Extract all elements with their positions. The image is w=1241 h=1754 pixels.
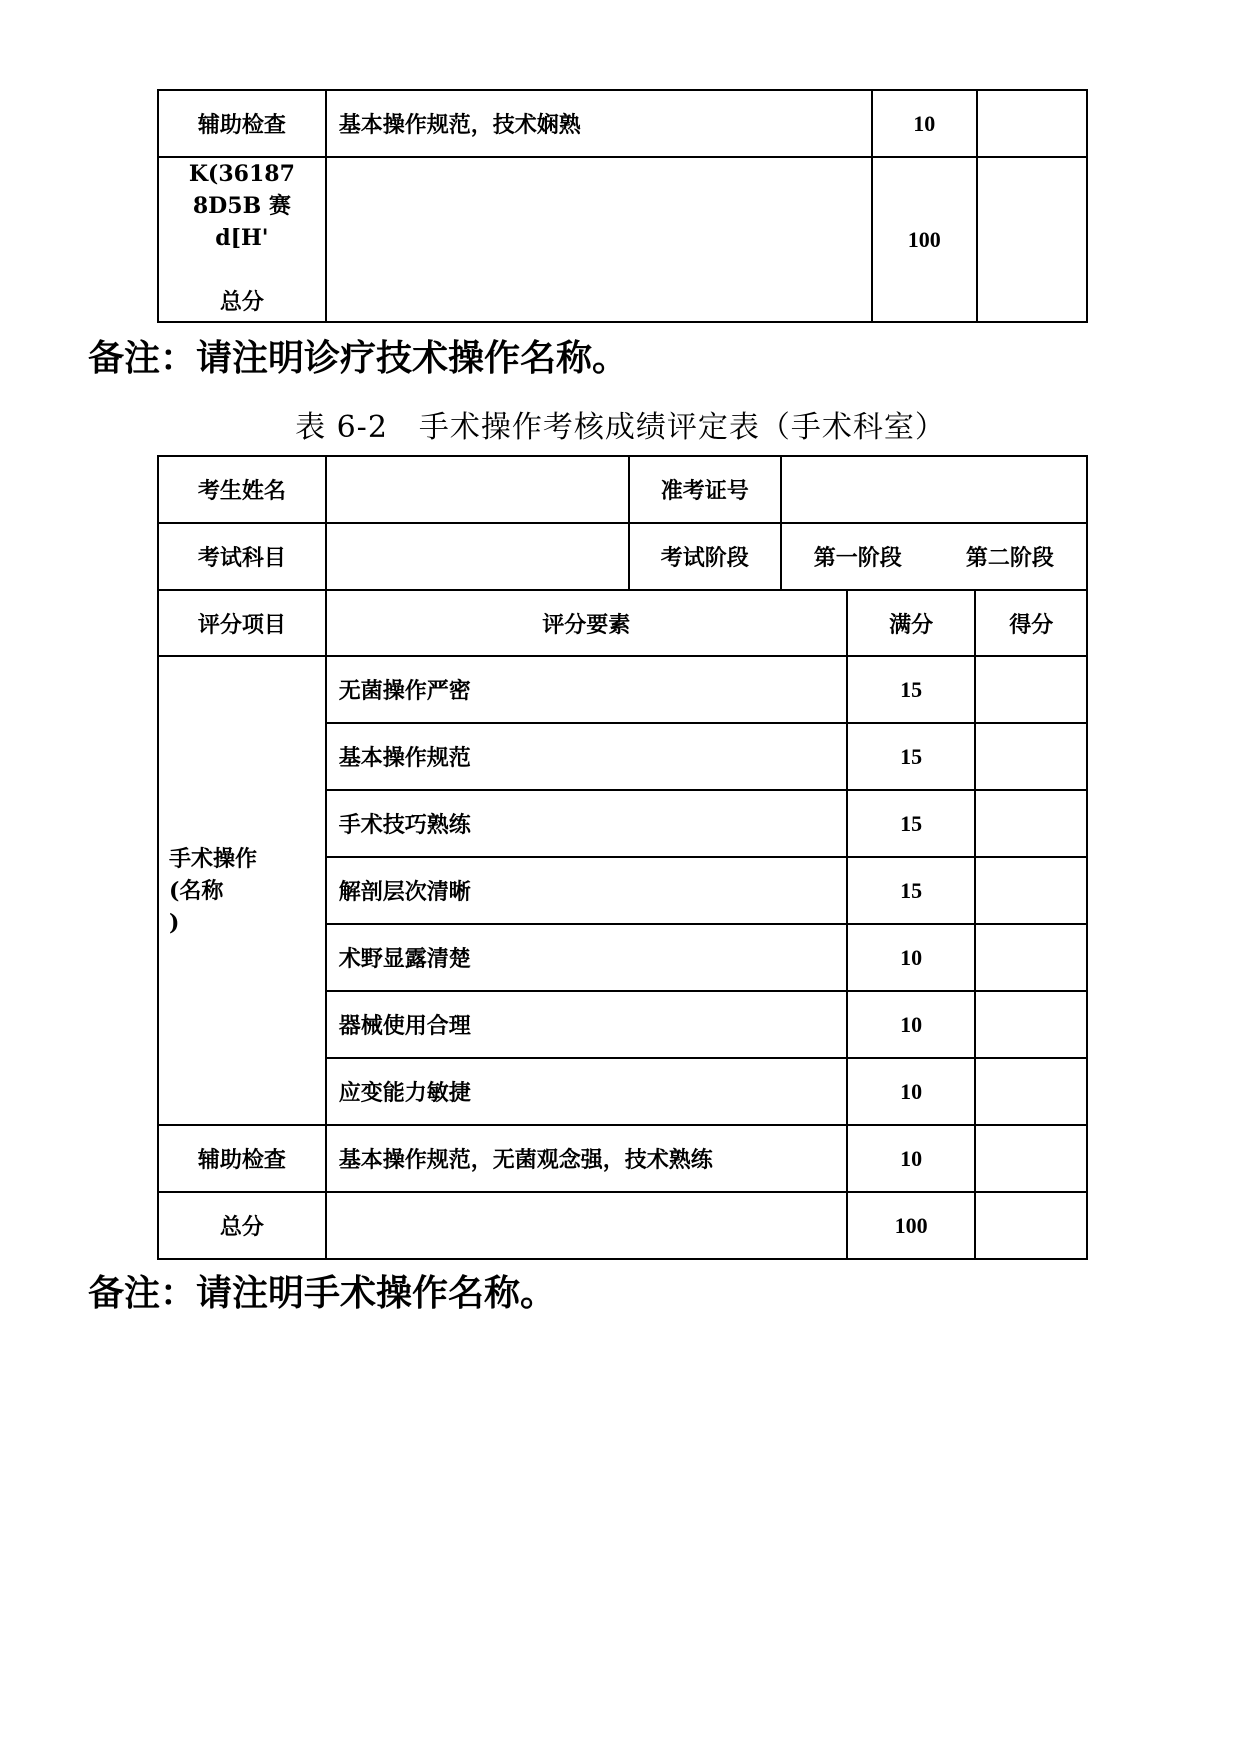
item-line: 手术操作 [169,845,258,872]
exam-subject-label: 考试科目 [158,523,326,590]
table-row [158,90,1087,157]
full-score-cell: 15 [847,656,976,723]
table-row [158,1125,1087,1192]
column-header-label: 评分要素 [542,611,631,638]
criteria-cell: 应变能力敏捷 [326,1058,847,1125]
stage-one-option[interactable]: 第一阶段 [813,545,902,571]
exam-subject-field[interactable] [326,523,629,590]
score-input-cell[interactable] [975,924,1087,991]
criteria-cell: 术野显露清楚 [326,924,847,991]
table-row [158,1192,1087,1259]
score-input-cell[interactable] [975,857,1087,924]
item-line: (名称 [169,877,224,904]
item-line: K(36187 [188,161,295,187]
criteria-cell: 基本操作规范 [326,723,847,790]
surgery-score-table [157,455,1088,1260]
criteria-cell [326,157,872,322]
note-text: 备注：请注明手术操作名称。 [88,1273,557,1314]
score-input-cell[interactable] [975,1192,1087,1259]
item-line: d[H' [215,225,269,251]
total-label-cell: 总分 [158,1192,326,1259]
criteria-cell: 基本操作规范，技术娴熟 [326,90,872,157]
item-cell: 辅助检查 [158,90,326,157]
exam-id-field[interactable] [781,456,1087,523]
criteria-cell [326,1192,847,1259]
full-score-cell: 10 [847,991,976,1058]
criteria-cell: 手术技巧熟练 [326,790,847,857]
full-score-cell: 10 [847,1058,976,1125]
total-item-cell [158,157,326,322]
exam-id-label: 准考证号 [629,456,781,523]
criteria-cell: 无菌操作严密 [326,656,847,723]
score-input-cell[interactable] [975,1125,1087,1192]
table-row [158,157,1087,322]
score-input-cell[interactable] [975,656,1087,723]
column-header: 满分 [847,590,976,656]
full-score-cell: 100 [847,1192,976,1259]
item-cell: 辅助检查 [158,1125,326,1192]
candidate-name-field[interactable] [326,456,629,523]
score-input-cell[interactable] [977,90,1088,157]
item-line: 8D5B 赛 [192,193,291,219]
score-input-cell[interactable] [977,157,1088,322]
score-input-cell[interactable] [975,1058,1087,1125]
column-header: 得分 [975,590,1087,656]
note-text: 备注：请注明诊疗技术操作名称。 [88,338,629,379]
score-input-cell[interactable] [975,723,1087,790]
score-input-cell[interactable] [975,991,1087,1058]
table-row [158,523,1087,590]
item-line: 总分 [219,289,264,315]
surgery-item-cell [158,656,326,1125]
full-score-cell: 15 [847,723,976,790]
full-score-cell: 15 [847,790,976,857]
score-input-cell[interactable] [975,790,1087,857]
column-header: 评分项目 [158,590,326,656]
table-caption: 表 6-2 手术操作考核成绩评定表（手术科室） [295,410,946,445]
criteria-cell: 器械使用合理 [326,991,847,1058]
score-table-continued [157,89,1088,323]
item-line [159,254,325,286]
exam-stage-label: 考试阶段 [629,523,781,590]
stage-two-option[interactable]: 第二阶段 [965,545,1054,571]
criteria-cell: 基本操作规范，无菌观念强，技术熟练 [326,1125,847,1192]
candidate-name-label: 考生姓名 [158,456,326,523]
exam-stage-options [781,523,1087,590]
table-header-row [158,590,1087,656]
full-score-cell: 100 [872,157,976,322]
full-score-cell: 10 [847,1125,976,1192]
full-score-cell: 15 [847,857,976,924]
table-row [158,656,1087,723]
table-row [158,456,1087,523]
full-score-cell: 10 [847,924,976,991]
criteria-cell: 解剖层次清晰 [326,857,847,924]
full-score-cell: 10 [872,90,976,157]
column-header [326,590,847,656]
item-line: ) [169,909,180,936]
